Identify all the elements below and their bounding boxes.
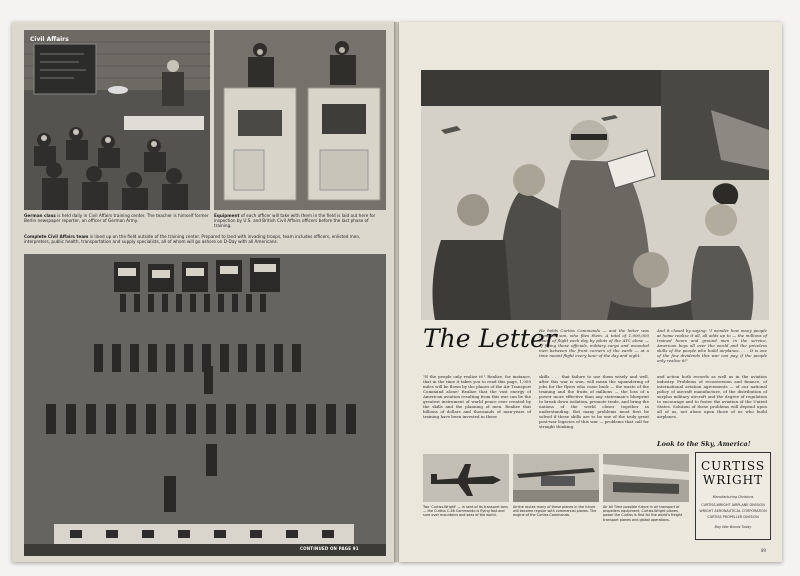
slogan: Look to the Sky, America! <box>657 440 751 448</box>
drill-field-photo <box>24 254 386 556</box>
airline-plane-photo <box>513 454 599 502</box>
brand-division-1: CURTISS-WRIGHT AIRPLANE DIVISION <box>701 503 765 507</box>
brand-box <box>695 452 771 540</box>
drill-caption-lead: Complete Civil Affairs team <box>24 234 89 239</box>
body-column-3: and action both records as well as in the aviation industry. Problems of reconversion and finance, of international aviation agreements — of our national policy of aircraft manufacture, of the distribution of surplus military aircraft and the degree of regulation to encourage and to foster the aviation of the United States. Solution of these problems will depend upon all of us, not alone upon those of us who build airplanes. <box>657 374 767 419</box>
section-label: Civil Affairs <box>30 36 69 43</box>
transport-plane-photo <box>423 454 509 502</box>
small-caption-2: Airline routes many of these planes in the future will become regular with commercial planes. The engine of the Curtiss Commando. <box>513 505 597 518</box>
small-caption-3: Air All Time possible future in air transport of propellers equipment, Curtiss-Wright planes, power the Curtiss is first for the world's freight transport planes and global operations. <box>603 505 683 522</box>
classroom-caption <box>24 213 210 223</box>
letter-scene-illustration <box>421 70 769 320</box>
classroom-caption-text: is held daily in Civil Affairs training center. The teacher is himself former Berlin newspaper reporter, an officer of German Army. <box>24 213 209 223</box>
brand-divisions-label: Manufacturing Divisions <box>712 495 754 499</box>
brand-division-3: CURTISS PROPELLER DIVISION <box>707 515 759 519</box>
ad-title: The Letter <box>423 324 557 353</box>
page-number: 89 <box>761 548 767 553</box>
equipment-illustration <box>214 30 386 210</box>
equipment-caption <box>214 213 386 228</box>
classroom-caption-lead: German class <box>24 213 56 218</box>
equipment-caption-lead: Equipment <box>214 213 240 218</box>
classroom-photo <box>24 30 210 210</box>
drill-field-illustration <box>24 254 386 556</box>
war-bonds-note: Buy War Bonds Today <box>714 525 752 529</box>
equipment-caption-text: of each officer will take with them in the field is laid out here for inspection by U.S. and British Civil Affairs officers before the last phase of training. <box>214 213 376 228</box>
small-caption-1: Two 'Curtiss-Wright' — in sent of its transport tons — the Curtiss C-46 Commando is flying fast and sure over mountains and seas of the world. <box>423 505 508 518</box>
propeller-plant-icon <box>603 454 689 502</box>
transport-plane-icon <box>423 454 509 502</box>
airline-plane-icon <box>513 454 599 502</box>
intro-column-1: He holds Curtiss Commando — and the letter was from his son, who flies them. A total of 1,000,000 hours of flight each day by pilots of the ATC alone — of flying these officials, military cargo and wounded men between the front corners of the earth — at a time meant flight every hour of the day and night. <box>539 328 649 358</box>
intro-column-2: And it closed by saying: "I wonder how many people at home realize it all, all adds up to — the millions of trained hours and ground men in the service, American boys all over the world and the priceless skills of the people who build airplanes. . . . It is one of the few dividends this war can pay, if the people only realize it!" <box>657 328 767 363</box>
continued-note: CONTINUED ON PAGE 91 <box>300 546 359 551</box>
propeller-plant-photo <box>603 454 689 502</box>
drill-caption-text: is lined up on the field outside of the training center. Prepared to land with invading troops, team includes officers, enlisted men, interpreters, public health, transportation and supply specialists, all of whom will go ashore on D-Day with all Americans. <box>24 234 361 244</box>
right-page <box>399 22 782 562</box>
body-column-2: skills . . . that failure to use them wisely and well, after this war is won, will mean the squandering of jobs for the flyers who come back — the waste of the training and the fruits of millions — the loss of a power more effective than any statesman's blueprint to break down isolation, promote trade, and bring the nations of the world closer together in understanding. But many problems must first be solved if these skills are to be one of the truly great post-war legacies of this war — problems that call for straight thinking <box>539 374 649 429</box>
classroom-illustration <box>24 30 210 210</box>
brand-division-2: WRIGHT AERONAUTICAL CORPORATION <box>699 509 767 513</box>
left-page <box>12 22 396 562</box>
hangar-illustration <box>421 70 769 320</box>
equipment-photo <box>214 30 386 210</box>
magazine-spread <box>12 22 790 562</box>
brand-name: CURTISS WRIGHT <box>700 459 766 487</box>
drill-caption <box>24 234 386 244</box>
body-column-1: "If the people only realize it!" Realize, for instance, that in the time it takes you to read this page, 1,000 miles will be flown by the planes of the Air Transport Command alone! Realize that the vast energy of American aviation resulting from this war can be the greatest instrument of world peace ever created by the skills and the planning of men. Realize that billions of dollars and thousands of man-years of training have been invested in these <box>423 374 531 419</box>
